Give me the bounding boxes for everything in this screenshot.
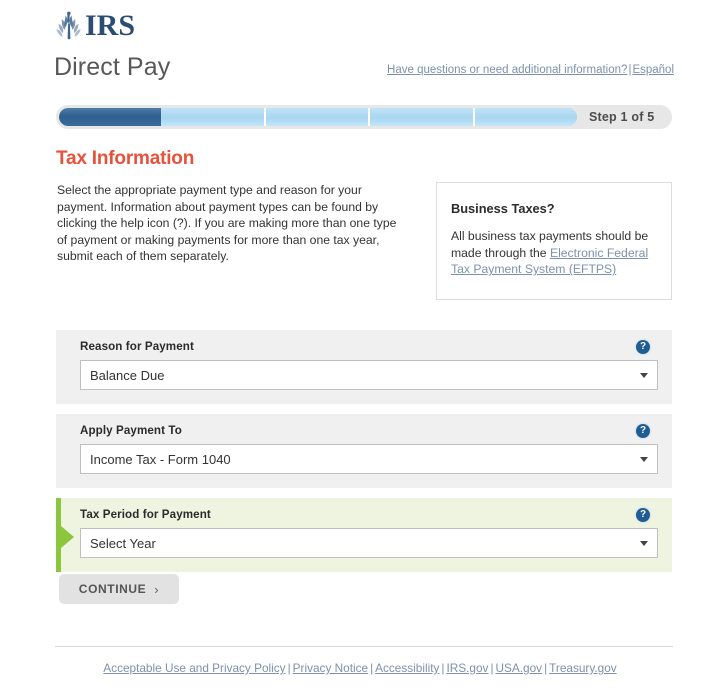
- label-reason-for-payment: Reason for Payment: [80, 340, 194, 353]
- field-row-tax-period-for-payment: [56, 498, 672, 572]
- footer-link-treasury-gov[interactable]: Treasury.gov: [549, 661, 617, 675]
- footer-separator: |: [544, 661, 548, 675]
- select-reason-for-payment-value: Balance Due: [90, 368, 165, 383]
- tax-information-form: [56, 330, 672, 582]
- label-tax-period-for-payment: Tax Period for Payment: [80, 508, 211, 521]
- select-reason-for-payment[interactable]: [80, 360, 658, 390]
- footer-separator: |: [441, 661, 445, 675]
- espanol-link[interactable]: Español: [632, 64, 674, 76]
- page-title: Tax Information: [56, 148, 195, 169]
- progress-segment-2: [161, 108, 265, 126]
- help-icon-reason-for-payment[interactable]: ?: [636, 340, 650, 354]
- footer-link-acceptable-use[interactable]: Acceptable Use and Privacy Policy: [103, 661, 286, 675]
- header-links: [387, 64, 674, 76]
- eftps-link[interactable]: Electronic Federal Tax Payment System (EFTPS): [451, 245, 649, 277]
- footer-link-irs-gov[interactable]: IRS.gov: [446, 661, 489, 675]
- footer-link-accessibility[interactable]: Accessibility: [375, 661, 440, 675]
- chevron-down-icon: [640, 457, 648, 462]
- progress-segment-5: [475, 108, 577, 126]
- active-field-arrow-icon: [61, 526, 74, 548]
- footer-separator: |: [287, 661, 291, 675]
- field-row-apply-payment-to: [56, 414, 672, 488]
- select-tax-period-for-payment-value: Select Year: [90, 536, 156, 551]
- irs-eagle-emblem-icon: [52, 10, 86, 42]
- footer-separator: |: [490, 661, 494, 675]
- footer-separator: |: [370, 661, 374, 675]
- chevron-down-icon: [640, 373, 648, 378]
- business-taxes-heading: Business Taxes?: [451, 201, 555, 216]
- select-apply-payment-to-value: Income Tax - Form 1040: [90, 452, 231, 467]
- footer-link-usa-gov[interactable]: USA.gov: [495, 661, 543, 675]
- help-icon-apply-payment-to[interactable]: ?: [636, 424, 650, 438]
- progress-track: [59, 108, 577, 126]
- business-taxes-text: [451, 228, 657, 278]
- continue-button[interactable]: [59, 574, 179, 604]
- app-title: Direct Pay: [54, 53, 171, 81]
- progress-segment-4: [370, 108, 474, 126]
- progress-step-label: Step 1 of 5: [589, 110, 655, 124]
- label-apply-payment-to: Apply Payment To: [80, 424, 182, 437]
- help-questions-link[interactable]: Have questions or need additional information?: [387, 64, 628, 76]
- select-tax-period-for-payment[interactable]: [80, 528, 658, 558]
- irs-logo-text: IRS: [85, 9, 136, 42]
- intro-paragraph: Select the appropriate payment type and reason for your payment. Information about payment types can be found by clicking the help icon (?). If you are making more than one type of payment or making payments for more than one tax year, submit each of them separately.: [57, 183, 397, 264]
- business-taxes-callout: [436, 182, 672, 300]
- footer-link-privacy-notice[interactable]: Privacy Notice: [292, 661, 369, 675]
- progress-segment-3: [266, 108, 370, 126]
- header-link-separator: |: [628, 64, 632, 76]
- footer-links: [0, 661, 720, 675]
- select-apply-payment-to[interactable]: [80, 444, 658, 474]
- progress-segment-1: [59, 108, 161, 126]
- chevron-right-icon: ›: [154, 581, 160, 597]
- progress-bar: [56, 105, 672, 129]
- field-row-reason-for-payment: [56, 330, 672, 404]
- footer-divider: [55, 646, 673, 647]
- continue-button-label: CONTINUE: [78, 582, 147, 596]
- irs-logo[interactable]: [52, 9, 135, 43]
- help-icon-tax-period-for-payment[interactable]: ?: [636, 508, 650, 522]
- chevron-down-icon: [640, 541, 648, 546]
- business-taxes-text-lead: All business tax payments should be made through the: [451, 229, 649, 260]
